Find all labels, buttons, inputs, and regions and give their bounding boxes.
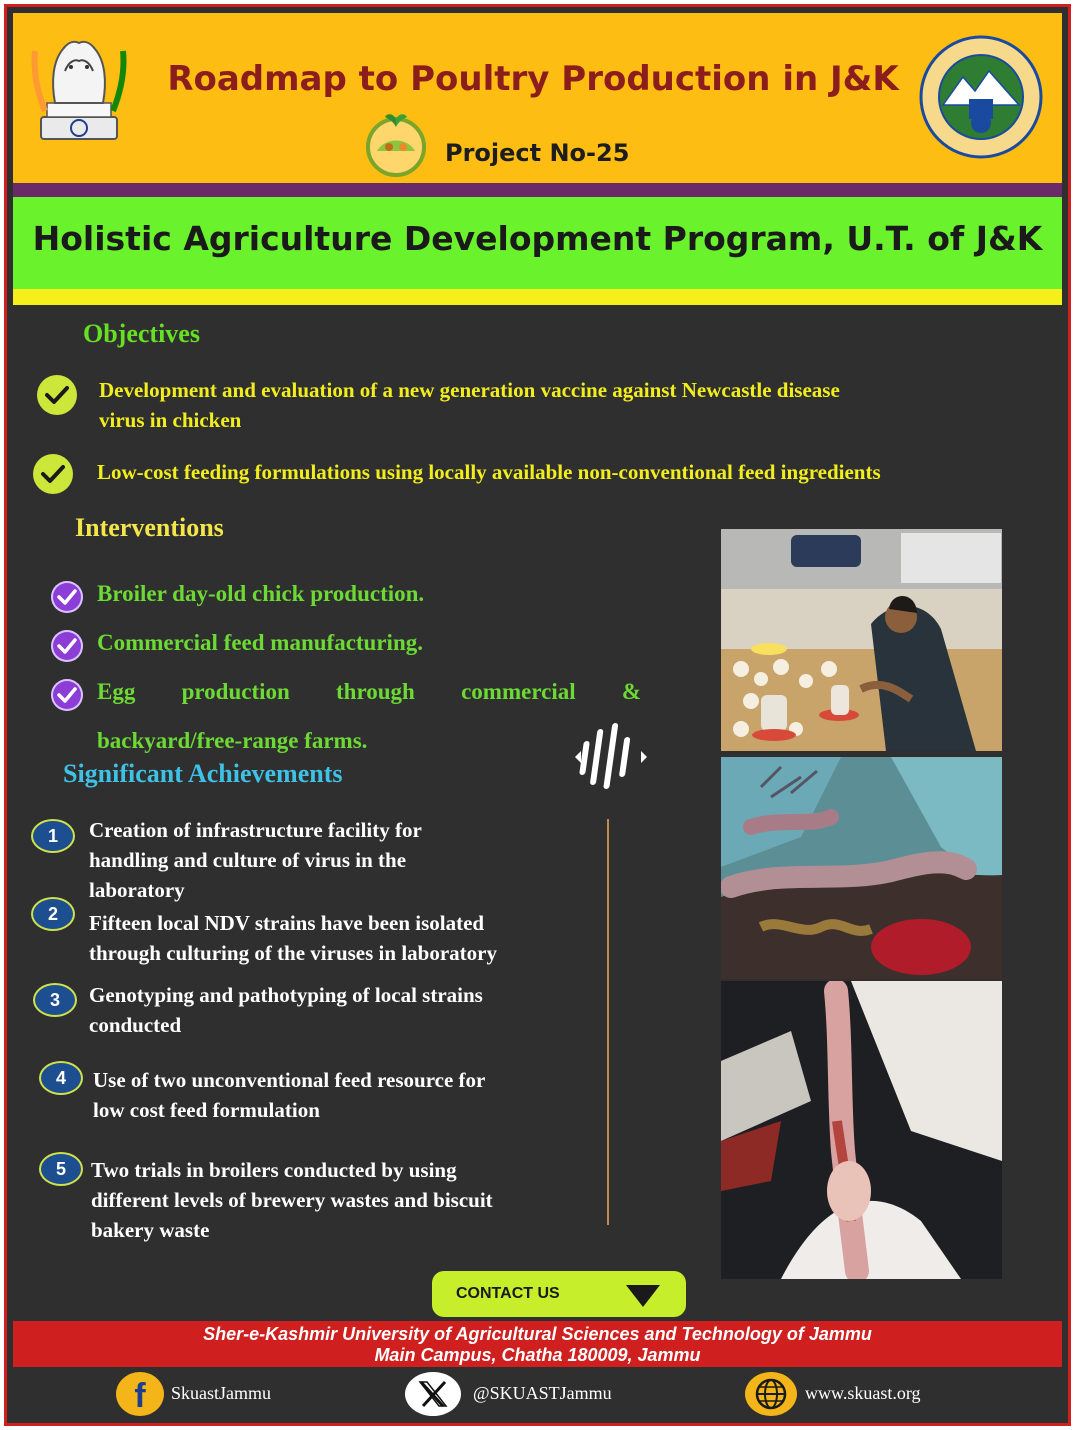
check-icon [33,454,73,494]
university-name: Sher-e-Kashmir University of Agricultural Sciences and Technology of Jammu [203,1324,872,1344]
number-badge: 5 [39,1152,83,1186]
header-banner [13,13,1062,183]
poster [4,4,1071,1426]
interventions-heading: Interventions [75,513,224,542]
purple-divider [13,183,1062,197]
facebook-icon[interactable] [115,1371,165,1417]
achievement-item: Genotyping and pathotyping of local strains conducted [89,983,483,1037]
university-address: Main Campus, Chatha 180009, Jammu [374,1345,701,1365]
number-badge: 2 [31,897,75,931]
university-banner [13,1321,1062,1367]
purple-check-icon [51,581,83,613]
triangle-down-icon [626,1285,660,1307]
x-logo-icon[interactable] [404,1371,462,1417]
intervention-item: Commercial feed manufacturing. [97,630,423,655]
poultry-farm-photo [721,529,1002,751]
intervention-item: Broiler day-old chick production. [97,581,425,606]
intestine-necropsy-photo [721,757,1002,979]
purple-check-icon [51,679,83,711]
facebook-handle[interactable]: SkuastJammu [171,1383,272,1403]
check-icon [37,375,77,415]
yellow-divider [13,289,1062,305]
number-badge: 3 [33,983,77,1017]
purple-check-icon [51,630,83,662]
number-badge: 4 [39,1061,83,1095]
number-badge: 1 [31,819,75,853]
achievement-item: Creation of infrastructure facility for handling and culture of virus in the laboratory [89,818,422,902]
trachea-sample-photo [721,981,1002,1279]
objective-item: Development and evaluation of a new generation vaccine against Newcastle disease virus in chicken [99,378,840,432]
website-link[interactable]: www.skuast.org [805,1383,921,1403]
contact-us-button[interactable] [432,1271,686,1317]
achievements-heading: Significant Achievements [63,759,343,788]
x-handle[interactable]: @SKUASTJammu [473,1383,612,1403]
contact-us-label: CONTACT US [456,1285,560,1302]
program-title: Holistic Agriculture Development Program, U.T. of J&K [32,219,1043,258]
bars-divider-icon [573,719,649,795]
objectives-heading: Objectives [83,319,200,348]
india-emblem-icon [31,31,127,149]
intervention-item: backyard/free-range farms. [97,728,368,753]
program-banner [13,197,1062,289]
intervention-item: Egg production through commercial & [97,679,641,704]
page-title: Roadmap to Poultry Production in J&K [167,59,899,99]
project-number: Project No-25 [445,139,630,167]
svg-text:f: f [134,1377,146,1415]
achievement-item: Fifteen local NDV strains have been isolated through culturing of the viruses in laboratory [89,911,497,965]
achievement-item: Two trials in broilers conducted by using different levels of brewery wastes and biscuit bakery waste [91,1158,493,1242]
vertical-divider [607,819,609,1225]
social-footer [13,1367,1062,1421]
hadp-logo-icon [357,111,435,179]
globe-icon[interactable] [744,1371,798,1417]
objective-item: Low-cost feeding formulations using locally available non-conventional feed ingredients [97,460,881,484]
achievement-item: Use of two unconventional feed resource for low cost feed formulation [93,1068,486,1122]
skuast-seal-logo [917,33,1045,161]
